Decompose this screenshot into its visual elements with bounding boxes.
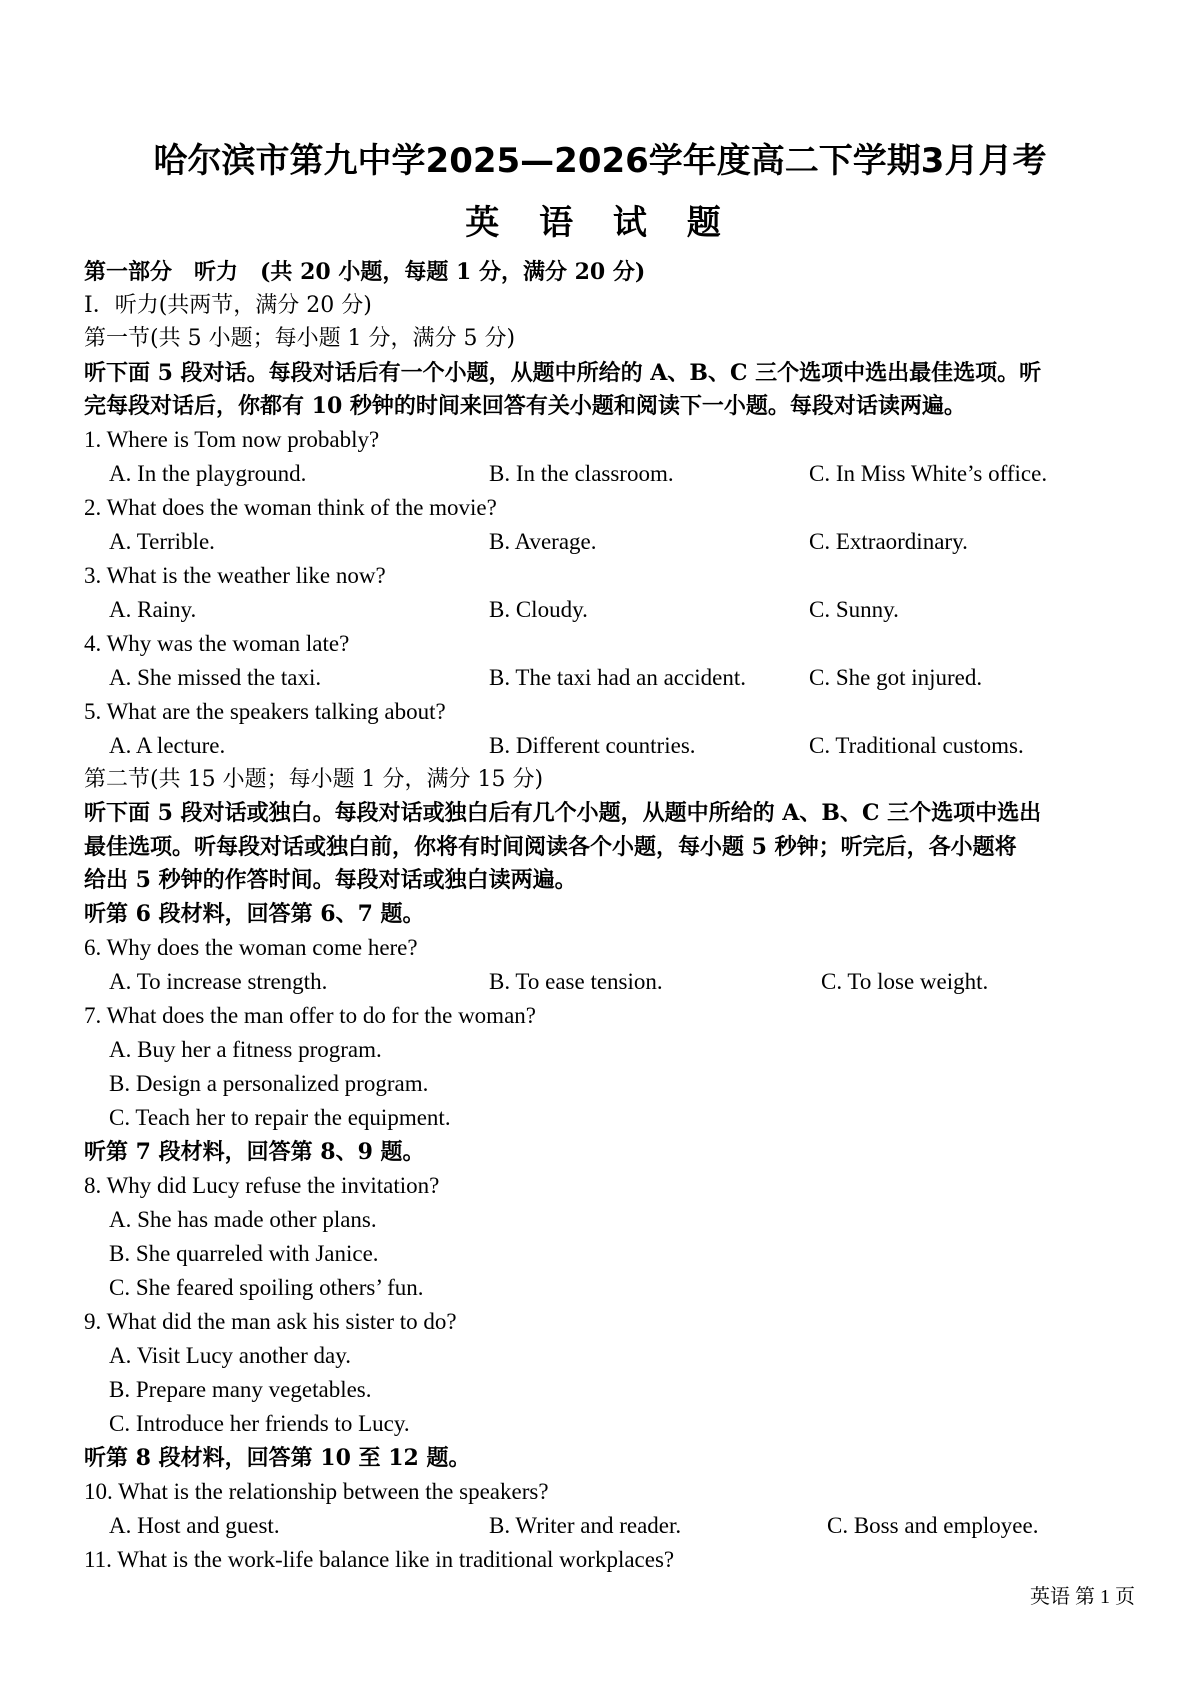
material-6-heading: 听第 6 段材料，回答第 6、7 题。: [84, 901, 425, 927]
question-2-stem: 2. What does the woman think of the movie?: [84, 495, 497, 520]
question-2-option-c: C. Extraordinary.: [809, 529, 968, 554]
question-5-option-c: C. Traditional customs.: [809, 733, 1024, 758]
question-4-stem: 4. Why was the woman late?: [84, 631, 350, 656]
question-11-stem: 11. What is the work-life balance like in traditional workplaces?: [84, 1547, 675, 1572]
question-4-option-b: B. The taxi had an accident.: [489, 665, 746, 690]
question-7-stem: 7. What does the man offer to do for the woman?: [84, 1003, 536, 1028]
question-6-option-a: A. To increase strength.: [109, 969, 328, 994]
question-1-stem: 1. Where is Tom now probably?: [84, 427, 380, 452]
question-10-option-c: C. Boss and employee.: [827, 1513, 1039, 1538]
question-3-option-b: B. Cloudy.: [489, 597, 588, 622]
question-9-stem: 9. What did the man ask his sister to do?: [84, 1309, 457, 1334]
section1-instructions-line1: 听下面 5 段对话。每段对话后有一个小题，从题中所给的 A、B、C 三个选项中选出最佳选项。听: [84, 360, 1042, 386]
question-6-option-b: B. To ease tension.: [489, 969, 663, 994]
question-6-stem: 6. Why does the woman come here?: [84, 935, 418, 960]
question-3-option-a: A. Rainy.: [109, 597, 197, 622]
question-7-option-c: C. Teach her to repair the equipment.: [109, 1105, 451, 1130]
section2-header: 第二节(共 15 小题；每小题 1 分，满分 15 分): [84, 767, 544, 792]
question-2-option-a: A. Terrible.: [109, 529, 215, 554]
question-9-option-b: B. Prepare many vegetables.: [109, 1377, 372, 1402]
question-8-stem: 8. Why did Lucy refuse the invitation?: [84, 1173, 440, 1198]
question-10-option-b: B. Writer and reader.: [489, 1513, 682, 1538]
material-8-heading: 听第 8 段材料，回答第 10 至 12 题。: [84, 1445, 471, 1471]
question-10-option-a: A. Host and guest.: [109, 1513, 280, 1538]
part1-header: 第一部分 听力 (共 20 小题，每题 1 分，满分 20 分): [84, 259, 646, 285]
question-10-stem: 10. What is the relationship between the speakers?: [84, 1479, 549, 1504]
question-8-option-b: B. She quarreled with Janice.: [109, 1241, 379, 1266]
question-1-option-c: C. In Miss White’s office.: [809, 461, 1048, 486]
question-2-option-b: B. Average.: [489, 529, 597, 554]
question-4-option-c: C. She got injured.: [809, 665, 983, 690]
exam-subtitle: 英 语 试 题: [465, 203, 735, 243]
section-i-header: I．听力(共两节，满分 20 分): [84, 293, 372, 318]
section2-instructions-line1: 听下面 5 段对话或独白。每段对话或独白后有几个小题，从题中所给的 A、B、C 三个选项中选出: [84, 800, 1042, 826]
question-8-option-c: C. She feared spoiling others’ fun.: [109, 1275, 424, 1300]
question-5-option-b: B. Different countries.: [489, 733, 696, 758]
question-9-option-a: A. Visit Lucy another day.: [109, 1343, 351, 1368]
section2-instructions-line3: 给出 5 秒钟的作答时间。每段对话或独白读两遍。: [84, 867, 577, 893]
question-5-option-a: A. A lecture.: [109, 733, 226, 758]
question-3-option-c: C. Sunny.: [809, 597, 899, 622]
question-8-option-a: A. She has made other plans.: [109, 1207, 377, 1232]
question-5-stem: 5. What are the speakers talking about?: [84, 699, 446, 724]
material-7-heading: 听第 7 段材料，回答第 8、9 题。: [84, 1139, 425, 1165]
question-4-option-a: A. She missed the taxi.: [109, 665, 322, 690]
question-3-stem: 3. What is the weather like now?: [84, 563, 386, 588]
exam-title: 哈尔滨市第九中学2025—2026学年度高二下学期3月月考: [153, 141, 1047, 181]
question-6-option-c: C. To lose weight.: [821, 969, 989, 994]
question-7-option-b: B. Design a personalized program.: [109, 1071, 429, 1096]
section2-instructions-line2: 最佳选项。听每段对话或独白前，你将有时间阅读各个小题，每小题 5 秒钟；听完后，各小题将: [84, 834, 1017, 860]
page-footer: 英语 第 1 页: [1030, 1586, 1135, 1608]
question-9-option-c: C. Introduce her friends to Lucy.: [109, 1411, 410, 1436]
question-1-option-a: A. In the playground.: [109, 461, 307, 486]
question-7-option-a: A. Buy her a fitness program.: [109, 1037, 382, 1062]
section1-instructions-line2: 完每段对话后，你都有 10 秒钟的时间来回答有关小题和阅读下一小题。每段对话读两遍。: [84, 393, 966, 419]
question-1-option-b: B. In the classroom.: [489, 461, 674, 486]
section1-header: 第一节(共 5 小题；每小题 1 分，满分 5 分): [84, 326, 516, 351]
